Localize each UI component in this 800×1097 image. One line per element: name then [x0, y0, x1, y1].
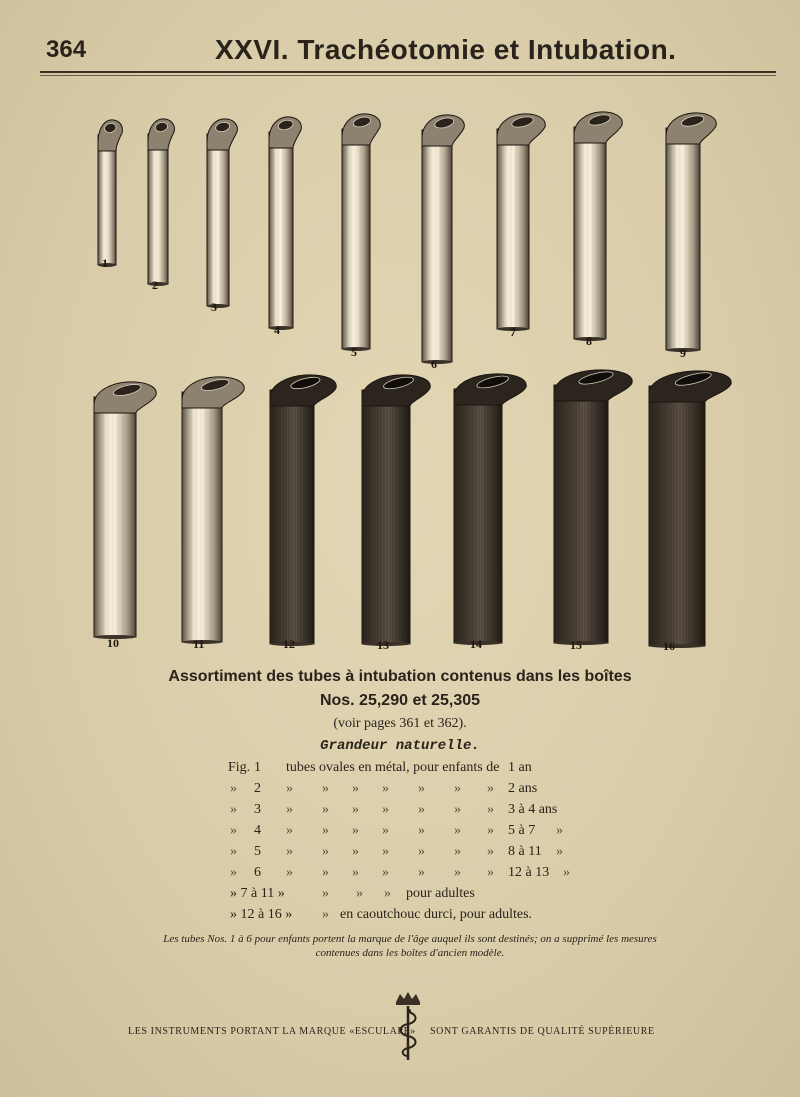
figure-number: 6 [431, 357, 437, 371]
ditto-mark: » [563, 865, 570, 880]
figure-number: 9 [680, 346, 686, 360]
ditto-mark: » [418, 781, 425, 796]
ditto-mark: » [230, 781, 237, 796]
header-rule-thin [40, 75, 776, 76]
caption-natural-size: Grandeur naturelle. [320, 738, 480, 754]
ditto-mark: » [382, 823, 389, 838]
ditto-mark: » [487, 844, 494, 859]
fig-number: 6 [254, 865, 261, 880]
ditto-mark: » [352, 865, 359, 880]
tube-drawing [268, 372, 344, 656]
tube-drawing [96, 117, 130, 277]
tube-drawing [180, 374, 252, 654]
fig-age: 3 à 4 ans [508, 802, 558, 817]
page-number: 364 [46, 36, 87, 63]
table-row [228, 781, 588, 802]
table-row [228, 760, 588, 781]
table-row [228, 865, 588, 886]
ditto-mark: » [322, 865, 329, 880]
figure-table [228, 760, 588, 928]
fig-range: » 7 à 11 » [230, 886, 285, 901]
caption-see-pages: (voir pages 361 et 362). [333, 716, 467, 731]
ditto-mark: » [286, 823, 293, 838]
esculape-emblem-icon [388, 990, 428, 1062]
ditto-mark: » [454, 823, 461, 838]
tube-drawing [360, 372, 438, 656]
ditto-mark: » [454, 781, 461, 796]
fig-number: 2 [254, 781, 261, 796]
tube-drawing [495, 111, 553, 341]
page-title: XXVI. Trachéotomie et Intubation. [215, 34, 677, 65]
ditto-mark: » [382, 865, 389, 880]
tube-drawing [664, 110, 724, 362]
footer-left-text: LES INSTRUMENTS PORTANT LA MARQUE «ESCULAPE» [128, 1026, 416, 1037]
caption-numbers: Nos. 25,290 et 25,305 [319, 692, 481, 709]
ditto-mark: » [322, 844, 329, 859]
fig-number: 1 [254, 760, 261, 775]
figure-number: 13 [377, 638, 389, 652]
fig-age: 8 à 11 [508, 844, 542, 859]
footnote: Les tubes Nos. 1 à 6 pour enfants portent la marque de l'âge auquel ils sont destinés; on a supprimé les mesures contenues dans les boîtes d'ancien modèle. [163, 933, 657, 959]
figure-number: 15 [570, 638, 582, 652]
figure-number: 7 [510, 325, 516, 339]
figure-number: 3 [211, 300, 217, 314]
ditto-mark: » [418, 823, 425, 838]
ditto-mark: » [230, 823, 237, 838]
ditto-mark: » [384, 886, 391, 901]
figure-number: 16 [663, 639, 675, 653]
fig-number: 3 [254, 802, 261, 817]
ditto-mark: » [322, 886, 329, 901]
figure-number: 4 [274, 323, 280, 337]
fig-number: 4 [254, 823, 261, 838]
ditto-mark: » [382, 781, 389, 796]
ditto-mark: » [286, 802, 293, 817]
tube-drawing [572, 109, 630, 351]
tube-drawing [205, 116, 245, 318]
figure-number: 14 [470, 637, 482, 651]
ditto-mark: » [352, 844, 359, 859]
ditto-mark: » [230, 802, 237, 817]
ditto-mark: » [556, 844, 563, 859]
ditto-mark: » [322, 823, 329, 838]
ditto-mark: » [356, 886, 363, 901]
figure-number: 10 [107, 636, 119, 650]
ditto-mark: » [418, 865, 425, 880]
fig-number: 5 [254, 844, 261, 859]
tube-drawing [420, 112, 472, 374]
header-rule [40, 71, 776, 73]
ditto-mark: » [382, 844, 389, 859]
ditto-mark: » [230, 865, 237, 880]
fig-age: 1 an [508, 760, 532, 775]
ditto-mark: » [454, 802, 461, 817]
caption-title: Assortiment des tubes à intubation contenus dans les boîtes [168, 668, 632, 685]
ditto-mark: » [286, 781, 293, 796]
table-row [228, 844, 588, 865]
fig-description: en caoutchouc durci, pour adultes. [340, 907, 533, 922]
table-row [228, 802, 588, 823]
ditto-mark: » [322, 802, 329, 817]
ditto-mark: » [418, 844, 425, 859]
ditto-mark: » [286, 865, 293, 880]
ditto-mark: » [454, 865, 461, 880]
ditto-mark: » [352, 823, 359, 838]
ditto-mark: » [556, 823, 563, 838]
ditto-mark: » [322, 907, 329, 922]
tube-drawing [340, 111, 388, 361]
tube-drawing [647, 368, 739, 658]
footer-right-text: SONT GARANTIS DE QUALITÉ SUPÉRIEURE [430, 1026, 655, 1037]
ditto-mark: » [286, 844, 293, 859]
ditto-mark: » [487, 865, 494, 880]
figure-number: 2 [152, 278, 158, 292]
tube-drawing [267, 114, 309, 340]
page-header [40, 30, 780, 70]
ditto-mark: » [352, 781, 359, 796]
table-row [228, 886, 588, 907]
ditto-mark: » [454, 844, 461, 859]
ditto-mark: » [322, 781, 329, 796]
ditto-mark: » [352, 802, 359, 817]
ditto-mark: » [487, 781, 494, 796]
figure-number: 5 [351, 345, 357, 359]
figure-number: 1 [102, 256, 108, 270]
table-row [228, 907, 588, 928]
figure-number: 8 [586, 334, 592, 348]
ditto-mark: » [487, 823, 494, 838]
tube-drawing [92, 379, 164, 649]
ditto-mark: » [382, 802, 389, 817]
fig-description: pour adultes [406, 886, 475, 901]
figure-number: 12 [283, 637, 295, 651]
fig-label: Fig. [228, 760, 251, 775]
fig-age: 12 à 13 [508, 865, 550, 880]
ditto-mark: » [230, 844, 237, 859]
tube-drawing [552, 367, 640, 655]
table-row [228, 823, 588, 844]
fig-range: » 12 à 16 » [230, 907, 293, 922]
tube-drawing [146, 116, 182, 296]
figure-number: 11 [193, 637, 205, 651]
ditto-mark: » [487, 802, 494, 817]
ditto-mark: » [418, 802, 425, 817]
fig-age: 2 ans [508, 781, 538, 796]
fig-age: 5 à 7 [508, 823, 536, 838]
fig-description: tubes ovales en métal, pour enfants de [286, 760, 500, 775]
tube-drawing [452, 371, 534, 655]
